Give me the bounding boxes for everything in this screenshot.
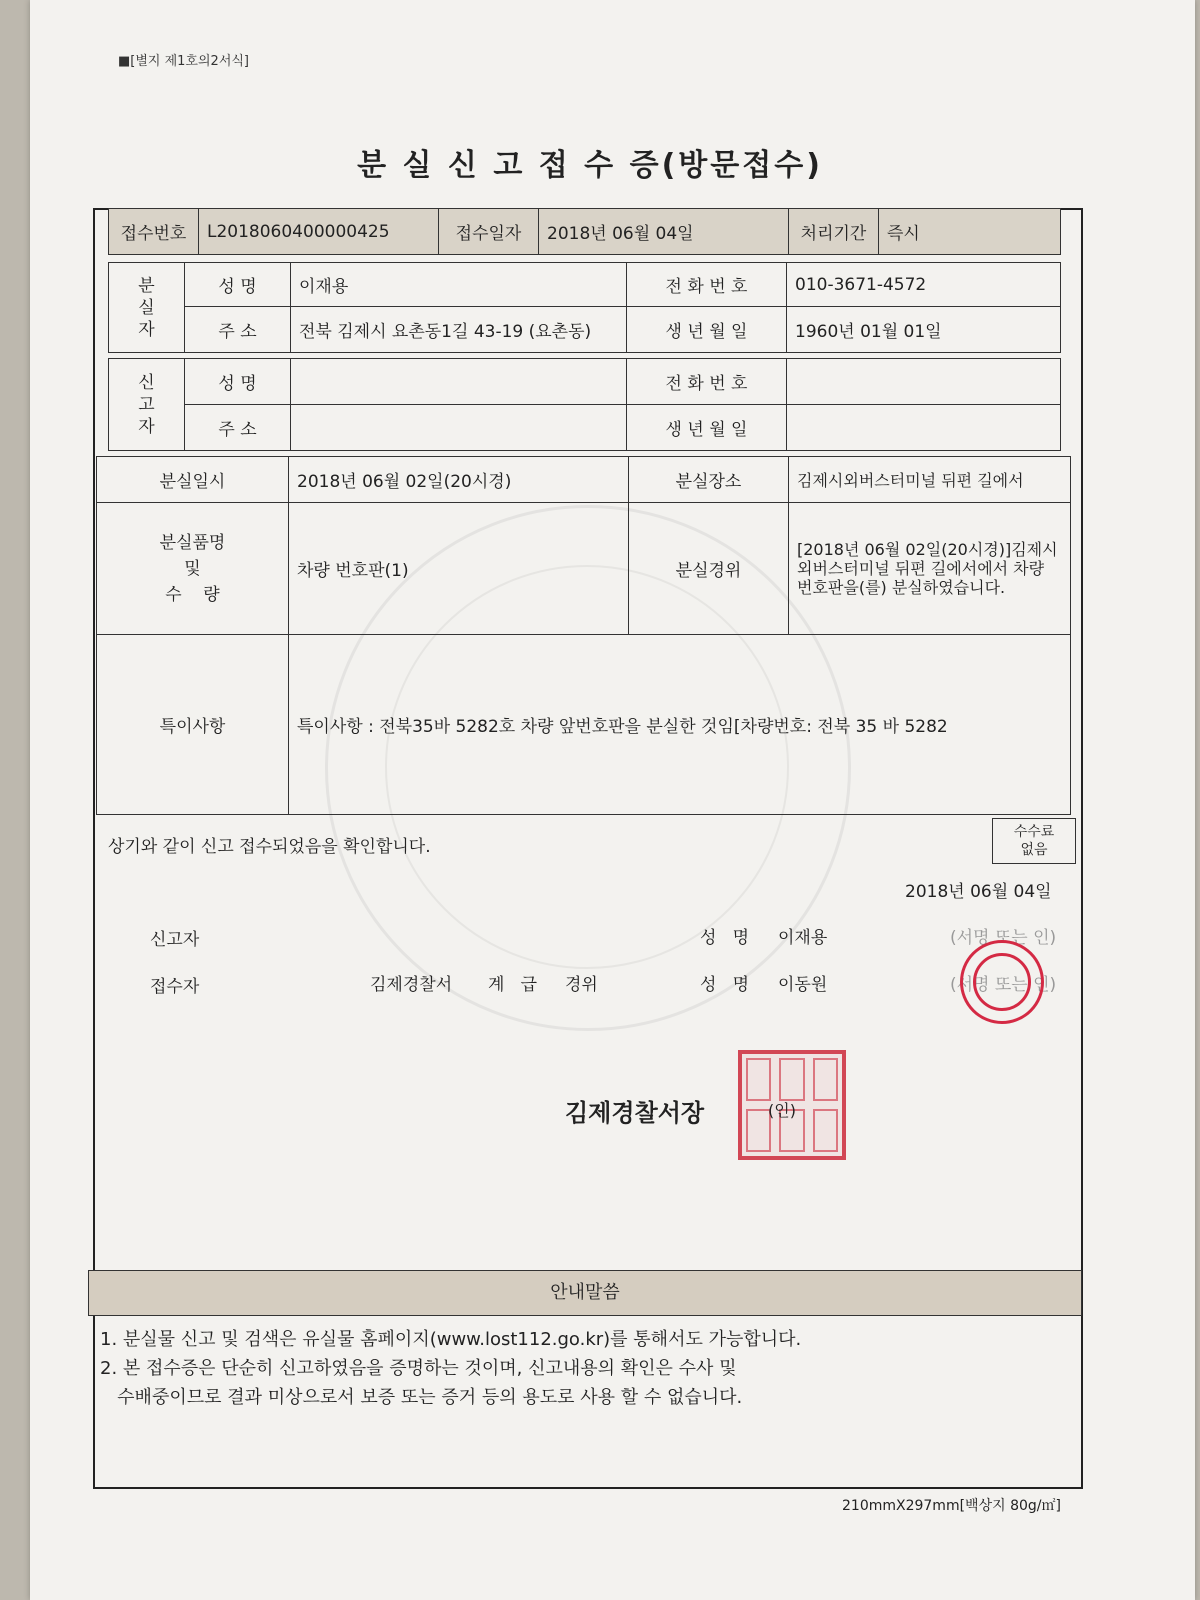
process-period-label: 처리기간 — [789, 209, 879, 255]
receiver-name: 이동원 — [778, 975, 828, 995]
loss-item: 차량 번호판(1) — [289, 503, 629, 635]
receiver-rank: 경위 — [565, 975, 598, 995]
receipt-date: 2018년 06월 04일 — [539, 209, 789, 255]
loss-item-label — [97, 503, 289, 635]
notice-line-2: 2. 본 접수증은 단순히 신고하였음을 증명하는 것이며, 신고내용의 확인은 수사 및 — [100, 1358, 737, 1379]
receipt-no-label: 접수번호 — [109, 209, 199, 255]
confirmation-text: 상기와 같이 신고 접수되었음을 확인합니다. — [108, 837, 431, 857]
loser-birth: 1960년 01월 01일 — [787, 307, 1061, 353]
loss-circumstance: [2018년 06월 02일(20시경)]김제시외버스터미널 뒤편 길에서에서 차량 번호판을(를) 분실하였습니다. — [789, 503, 1071, 635]
receiver-rank-label: 계 급 — [488, 975, 538, 995]
loss-item-label-line2: 및 — [184, 558, 201, 579]
reporter-sign-label: 신고자 — [150, 930, 200, 950]
reporter-address — [291, 405, 627, 451]
loser-section-label — [109, 263, 185, 353]
fee-line2: 없음 — [1020, 842, 1048, 858]
notice-line-1: 1. 분실물 신고 및 검색은 유실물 홈페이지(www.lost112.go.kr)를 통해서도 가능합니다. — [100, 1329, 802, 1350]
reporter-section-label — [109, 359, 185, 451]
notice-body — [100, 1325, 801, 1412]
reporter-phone-label: 전 화 번 호 — [627, 359, 787, 405]
reporter-sign-placeholder: (서명 또는 인) — [950, 928, 1057, 948]
receiver-sign-placeholder: (서명 또는 인) — [950, 975, 1057, 995]
loser-birth-label: 생 년 월 일 — [627, 307, 787, 353]
receipt-date-label: 접수일자 — [439, 209, 539, 255]
loser-phone: 010-3671-4572 — [787, 263, 1061, 307]
paper-spec: 210mmX297mm[백상지 80g/㎡] — [842, 1498, 1061, 1514]
loser-section-text: 분실자 — [138, 275, 155, 340]
notice-title: 안내말씀 — [88, 1270, 1082, 1316]
reporter-birth-label: 생 년 월 일 — [627, 405, 787, 451]
loss-place: 김제시외버스터미널 뒤편 길에서 — [789, 457, 1071, 503]
loss-table — [96, 456, 1071, 815]
receiver-round-seal — [960, 940, 1044, 1024]
seal-glyph-3 — [813, 1058, 838, 1101]
loss-circumstance-label: 분실경위 — [629, 503, 789, 635]
loser-phone-label: 전 화 번 호 — [627, 263, 787, 307]
reporter-table — [108, 358, 1061, 451]
chief-seal-mark: (인) — [768, 1101, 796, 1120]
reporter-sign-name: 이재용 — [778, 928, 828, 948]
loss-item-label-line3: 수 량 — [165, 584, 220, 605]
document-title: 분 실 신 고 접 수 증(방문접수) — [357, 148, 823, 183]
reporter-name — [291, 359, 627, 405]
seal-glyph-6 — [813, 1109, 838, 1152]
loss-datetime-label: 분실일시 — [97, 457, 289, 503]
receipt-no: L2018060400000425 — [199, 209, 439, 255]
receipt-header-table — [108, 208, 1061, 255]
reporter-name-label: 성 명 — [185, 359, 291, 405]
reporter-birth — [787, 405, 1061, 451]
loser-address: 전북 김제시 요촌동1길 43-19 (요촌동) — [291, 307, 627, 353]
loss-datetime: 2018년 06월 02일(20시경) — [289, 457, 629, 503]
chief-title: 김제경찰서장 — [565, 1099, 705, 1127]
reporter-section-text: 신고자 — [138, 372, 155, 437]
remarks: 특이사항 : 전북35바 5282호 차량 앞번호판을 분실한 것임[차량번호: 전북 35 바 5282 — [289, 635, 1071, 815]
receiver-name-label: 성 명 — [700, 975, 750, 995]
loser-name-label: 성 명 — [185, 263, 291, 307]
remarks-label: 특이사항 — [97, 635, 289, 815]
reporter-address-label: 주 소 — [185, 405, 291, 451]
fee-line1: 수수료 — [1013, 824, 1055, 840]
loss-place-label: 분실장소 — [629, 457, 789, 503]
loser-table — [108, 262, 1061, 353]
loser-name: 이재용 — [291, 263, 627, 307]
fee-box — [992, 818, 1076, 864]
receiver-round-seal-core — [973, 953, 1031, 1011]
seal-glyph-1 — [746, 1058, 771, 1101]
loss-item-label-line1: 분실품명 — [159, 532, 226, 553]
form-code: ■[별지 제1호의2서식] — [118, 54, 250, 69]
seal-glyph-2 — [779, 1058, 804, 1101]
receiver-office: 김제경찰서 — [370, 975, 453, 995]
reporter-phone — [787, 359, 1061, 405]
reporter-sign-name-label: 성 명 — [700, 928, 750, 948]
loser-address-label: 주 소 — [185, 307, 291, 353]
process-period: 즉시 — [879, 209, 1061, 255]
issue-date: 2018년 06월 04일 — [905, 882, 1052, 902]
receiver-sign-label: 접수자 — [150, 977, 200, 997]
notice-line-3: 수배중이므로 결과 미상으로서 보증 또는 증거 등의 용도로 사용 할 수 없습니다. — [100, 1387, 743, 1408]
